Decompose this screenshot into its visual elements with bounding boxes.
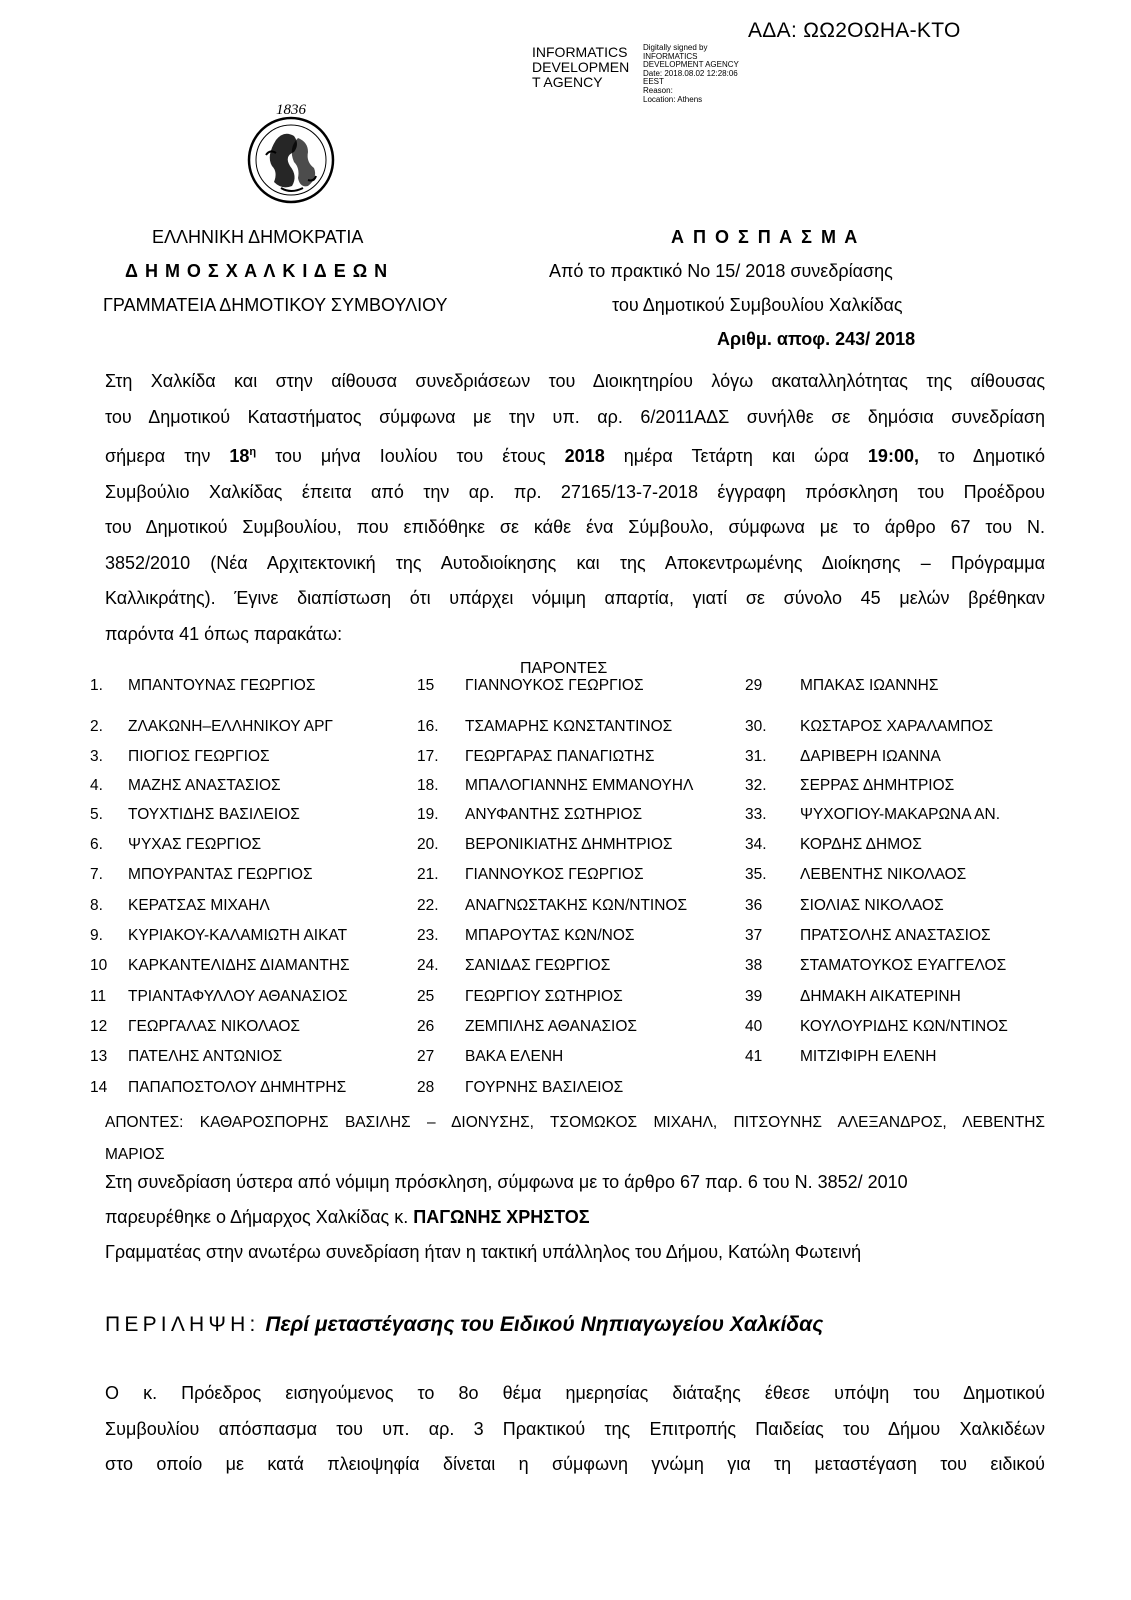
member-number: 29	[745, 677, 763, 694]
absent-line: ΜΑΡΙΟΣ	[105, 1146, 165, 1163]
council-name: του Δημοτικού Συμβουλίου Χαλκίδας	[612, 295, 903, 315]
member-name: ΓΙΑΝΝΟΥΚΟΣ ΓΕΩΡΓΙΟΣ	[465, 866, 644, 883]
member-name: ΚΟΥΛΟΥΡΙΔΗΣ ΚΩΝ/ΝΤΙΝΟΣ	[800, 1018, 1008, 1035]
municipality-name: Δ Η Μ Ο Σ Χ Α Λ Κ Ι Δ Ε Ω Ν	[125, 261, 389, 281]
intro-line-date	[105, 435, 1045, 475]
member-number: 25	[417, 988, 435, 1005]
proposal-paragraph	[105, 1376, 1045, 1483]
proposal-line: στο οποίο με κατά πλειοψηφία δίνεται η σύμφωνη γνώμη για τη μεταστέγαση του ειδικού	[105, 1454, 1045, 1474]
signature-detail-line: EEST	[643, 77, 664, 87]
member-name: ΑΝΥΦΑΝΤΗΣ ΣΩΤΗΡΙΟΣ	[465, 806, 643, 823]
member-number: 34.	[745, 836, 767, 853]
member-name: ΣΑΝΙΔΑΣ ΓΕΩΡΓΙΟΣ	[465, 957, 611, 974]
member-name: ΠΑΠΑΠΟΣΤΟΛΟΥ ΔΗΜΗΤΡΗΣ	[128, 1079, 347, 1096]
member-name: ΣΕΡΡΑΣ ΔΗΜΗΤΡΙΟΣ	[800, 777, 955, 794]
member-name: ΚΑΡΚΑΝΤΕΛΙΔΗΣ ΔΙΑΜΑΝΤΗΣ	[128, 957, 350, 974]
intro-text: σήμερα την	[105, 446, 230, 466]
intro-line: 3852/2010 (Νέα Αρχιτεκτονική της Αυτοδιοίκησης και της Αποκεντρωμένης Διοίκησης – Πρόγραμμα	[105, 552, 1045, 573]
council-secretariat: ΓΡΑΜΜΑΤΕΙΑ ΔΗΜΟΤΙΚΟΥ ΣΥΜΒΟΥΛΙΟΥ	[103, 295, 448, 315]
summary-label: ΠΕΡΙΛΗΨΗ:	[105, 1313, 260, 1336]
signature-agency-line: T AGENCY	[532, 74, 603, 90]
intro-paragraph	[105, 364, 1045, 652]
member-name: ΚΩΣΤΑΡΟΣ ΧΑΡΑΛΑΜΠΟΣ	[800, 718, 994, 735]
member-name: ΤΟΥΧΤΙΔΗΣ ΒΑΣΙΛΕΙΟΣ	[128, 806, 300, 823]
member-number: 37	[745, 927, 763, 944]
member-number: 32.	[745, 777, 767, 794]
member-number: 12	[90, 1018, 108, 1035]
meeting-day: 18	[229, 446, 250, 466]
member-number: 19.	[417, 806, 439, 823]
intro-line: του Δημοτικού Συμβουλίου, που επιδόθηκε σε κάθε ένα Σύμβουλο, σύμφωνα με το άρθρο 67 του Ν.	[105, 517, 1045, 537]
signature-agency-line: INFORMATICS	[532, 44, 628, 60]
meeting-time: 19:00,	[867, 446, 919, 466]
member-name: ΑΝΑΓΝΩΣΤΑΚΗΣ ΚΩΝ/ΝΤΙΝΟΣ	[465, 897, 688, 914]
member-name: ΜΑΖΗΣ ΑΝΑΣΤΑΣΙΟΣ	[128, 777, 281, 794]
member-number: 41	[745, 1048, 763, 1065]
member-name: ΒΑΚΑ ΕΛΕΝΗ	[465, 1048, 564, 1065]
meeting-year: 2018	[564, 446, 605, 466]
member-name: ΠΑΤΕΛΗΣ ΑΝΤΩΝΙΟΣ	[128, 1048, 283, 1065]
intro-text: το Δημοτικό	[918, 446, 1045, 466]
municipal-seal-icon	[236, 100, 346, 210]
member-number: 20.	[417, 836, 439, 853]
mayor-line: Στη συνεδρίαση ύστερα από νόμιμη πρόσκληση, σύμφωνα με το άρθρο 67 παρ. 6 του Ν. 3852/ 2010	[105, 1172, 908, 1192]
summary-title: Περί μεταστέγασης του Ειδικού Νηπιαγωγείου Χαλκίδας	[259, 1313, 824, 1336]
member-name: ΨΥΧΑΣ ΓΕΩΡΓΙΟΣ	[128, 836, 262, 853]
meeting-day-suffix: η	[249, 446, 257, 458]
member-name: ΜΠΑΚΑΣ ΙΩΑΝΝΗΣ	[800, 677, 939, 694]
intro-line: Συμβούλιο Χαλκίδας έπειτα από την αρ. πρ. 27165/13-7-2018 έγγραφη πρόσκληση του Προέδρου	[105, 481, 1045, 502]
member-name: ΓΕΩΡΓΑΡΑΣ ΠΑΝΑΓΙΩΤΗΣ	[465, 748, 655, 765]
minutes-reference: Από το πρακτικό Νο 15/ 2018 συνεδρίασης	[549, 261, 893, 281]
intro-line: του Δημοτικού Καταστήματος σύμφωνα με την υπ. αρ. 6/2011ΑΔΣ συνήλθε σε δημόσια συνεδρίαση	[105, 406, 1045, 427]
intro-line: παρόντα 41 όπως παρακάτω:	[105, 623, 343, 644]
member-number: 14	[90, 1079, 108, 1096]
member-number: 27	[417, 1048, 435, 1065]
member-number: 15	[417, 677, 435, 694]
member-name: ΜΠΑΝΤΟΥΝΑΣ ΓΕΩΡΓΙΟΣ	[128, 677, 316, 694]
absent-members	[105, 1107, 1045, 1171]
absent-line: ΑΠΟΝΤΕΣ: ΚΑΘΑΡΟΣΠΟΡΗΣ ΒΑΣΙΛΗΣ – ΔΙΟΝΥΣΗΣ, ΤΣΟΜΩΚΟΣ ΜΙΧΑΗΛ, ΠΙΤΣΟΥΝΗΣ ΑΛΕΞΑΝΔΡΟΣ, ΛΕΒΕΝΤΗΣ	[105, 1114, 1045, 1131]
intro-line: Καλλικράτης). Έγινε διαπίστωση ότι υπάρχει νόμιμη απαρτία, γιατί σε σύνολο 45 μελών βρέθηκαν	[105, 588, 1045, 608]
signature-details	[643, 44, 773, 104]
member-name: ΔΗΜΑΚΗ ΑΙΚΑΤΕΡΙΝΗ	[800, 988, 961, 1005]
ada-code: ΑΔΑ: ΩΩ2ΟΩΗΑ-ΚΤΟ	[748, 19, 961, 42]
member-number: 35.	[745, 866, 767, 883]
proposal-line: Ο κ. Πρόεδρος εισηγούμενος το 8ο θέμα ημερησίας διάταξης έθεσε υπόψη του Δημοτικού	[105, 1383, 1045, 1403]
member-name: ΚΟΡΔΗΣ ΔΗΜΟΣ	[800, 836, 922, 853]
member-number: 31.	[745, 748, 767, 765]
member-number: 10	[90, 957, 108, 974]
member-number: 6.	[90, 836, 103, 853]
member-number: 16.	[417, 718, 439, 735]
member-name: ΚΥΡΙΑΚΟΥ-ΚΑΛΑΜΙΩΤΗ ΑΙΚΑΤ	[128, 927, 348, 944]
member-number: 13	[90, 1048, 108, 1065]
member-number: 40	[745, 1018, 763, 1035]
signature-agency-line: DEVELOPMEN	[532, 59, 630, 75]
extract-title: Α Π Ο Σ Π Α Σ Μ Α	[671, 227, 860, 247]
member-number: 21.	[417, 866, 439, 883]
decision-number: Αριθμ. αποφ. 243/ 2018	[717, 329, 916, 349]
member-number: 24.	[417, 957, 439, 974]
member-name: ΨΥΧΟΓΙΟΥ-ΜΑΚΑΡΩΝΑ ΑΝ.	[800, 806, 1000, 823]
intro-text: του μήνα Ιουλίου του έτους	[256, 446, 565, 466]
member-name: ΠΙΟΓΙΟΣ ΓΕΩΡΓΙΟΣ	[128, 748, 270, 765]
secretary-line: Γραμματέας στην ανωτέρω συνεδρίαση ήταν η τακτική υπάλληλος του Δήμου, Κατώλη Φωτεινή	[105, 1242, 862, 1262]
member-number: 38	[745, 957, 763, 974]
member-name: ΜΠΟΥΡΑΝΤΑΣ ΓΕΩΡΓΙΟΣ	[128, 866, 313, 883]
mayor-name: ΠΑΓΩΝΗΣ ΧΡΗΣΤΟΣ	[413, 1207, 590, 1227]
member-number: 17.	[417, 748, 439, 765]
member-name: ΣΙΟΛΙΑΣ ΝΙΚΟΛΑΟΣ	[800, 897, 944, 914]
member-number: 23.	[417, 927, 439, 944]
member-number: 9.	[90, 927, 103, 944]
member-number: 3.	[90, 748, 103, 765]
member-number: 1.	[90, 677, 103, 694]
member-number: 7.	[90, 866, 103, 883]
member-name: ΠΡΑΤΣΟΛΗΣ ΑΝΑΣΤΑΣΙΟΣ	[800, 927, 991, 944]
signature-detail-line: Date: 2018.08.02 12:28:06	[643, 68, 738, 78]
intro-text: ημέρα Τετάρτη και ώρα	[604, 446, 868, 466]
member-name: ΜΠΑΡΟΥΤΑΣ ΚΩΝ/ΝΟΣ	[465, 927, 635, 944]
member-name: ΖΛΑΚΩΝΗ–ΕΛΛΗΝΙΚΟΥ ΑΡΓ	[128, 718, 333, 735]
member-name: ΓΙΑΝΝΟΥΚΟΣ ΓΕΩΡΓΙΟΣ	[465, 677, 644, 694]
mayor-text: παρευρέθηκε ο Δήμαρχος Χαλκίδας κ.	[105, 1207, 414, 1227]
mayor-paragraph	[105, 1165, 1045, 1270]
summary-heading	[105, 1313, 823, 1337]
member-number: 30.	[745, 718, 767, 735]
intro-line: Στη Χαλκίδα και στην αίθουσα συνεδριάσεων του Διοικητηρίου λόγω ακαταλληλότητας της αίθουσας	[105, 371, 1045, 391]
signature-detail-line: Location: Athens	[643, 94, 703, 104]
member-name: ΓΕΩΡΓΙΟΥ ΣΩΤΗΡΙΟΣ	[465, 988, 623, 1005]
member-number: 5.	[90, 806, 103, 823]
member-name: ΜΠΑΛΟΓΙΑΝΝΗΣ ΕΜΜΑΝΟΥΗΛ	[465, 777, 694, 794]
member-number: 26	[417, 1018, 435, 1035]
member-name: ΔΑΡΙΒΕΡΗ ΙΩΑΝΝΑ	[800, 748, 941, 765]
member-number: 4.	[90, 777, 103, 794]
republic-label: ΕΛΛΗΝΙΚΗ ΔΗΜΟΚΡΑΤΙΑ	[152, 227, 364, 247]
signature-detail-line: INFORMATICS	[643, 51, 698, 61]
member-number: 18.	[417, 777, 439, 794]
member-number: 11	[90, 988, 107, 1005]
member-name: ΜΙΤΖΙΦΙΡΗ ΕΛΕΝΗ	[800, 1048, 937, 1065]
signature-detail-line: Reason:	[643, 85, 673, 95]
member-name: ΓΕΩΡΓΑΛΑΣ ΝΙΚΟΛΑΟΣ	[128, 1018, 300, 1035]
member-number: 28	[417, 1079, 435, 1096]
seal-year: 1836	[276, 102, 306, 118]
signature-detail-line: Digitally signed by	[643, 43, 708, 52]
member-name: ΓΟΥΡΝΗΣ ΒΑΣΙΛΕΙΟΣ	[465, 1079, 624, 1096]
member-name: ΚΕΡΑΤΣΑΣ ΜΙΧΑΗΛ	[128, 897, 270, 914]
member-name: ΤΡΙΑΝΤΑΦΥΛΛΟΥ ΑΘΑΝΑΣΙΟΣ	[128, 988, 348, 1005]
member-number: 39	[745, 988, 763, 1005]
member-name: ΒΕΡΟΝΙΚΙΑΤΗΣ ΔΗΜΗΤΡΙΟΣ	[465, 836, 673, 853]
proposal-line: Συμβουλίου απόσπασμα του υπ. αρ. 3 Πρακτικού της Επιτροπής Παιδείας του Δήμου Χαλκιδέων	[105, 1418, 1045, 1439]
member-number: 22.	[417, 897, 439, 914]
member-number: 33.	[745, 806, 767, 823]
member-name: ΛΕΒΕΝΤΗΣ ΝΙΚΟΛΑΟΣ	[800, 866, 967, 883]
member-name: ΣΤΑΜΑΤΟΥΚΟΣ ΕΥΑΓΓΕΛΟΣ	[800, 957, 1007, 974]
member-number: 36	[745, 897, 763, 914]
member-number: 2.	[90, 718, 103, 735]
member-number: 8.	[90, 897, 103, 914]
mayor-line	[105, 1200, 1045, 1235]
signature-agency	[532, 45, 642, 90]
signature-detail-line: DEVELOPMENT AGENCY	[643, 60, 739, 70]
member-name: ΤΣΑΜΑΡΗΣ ΚΩΝΣΤΑΝΤΙΝΟΣ	[465, 718, 673, 735]
present-members-title: ΠΑΡΟΝΤΕΣ	[520, 660, 608, 677]
member-name: ΖΕΜΠΙΛΗΣ ΑΘΑΝΑΣΙΟΣ	[465, 1018, 637, 1035]
